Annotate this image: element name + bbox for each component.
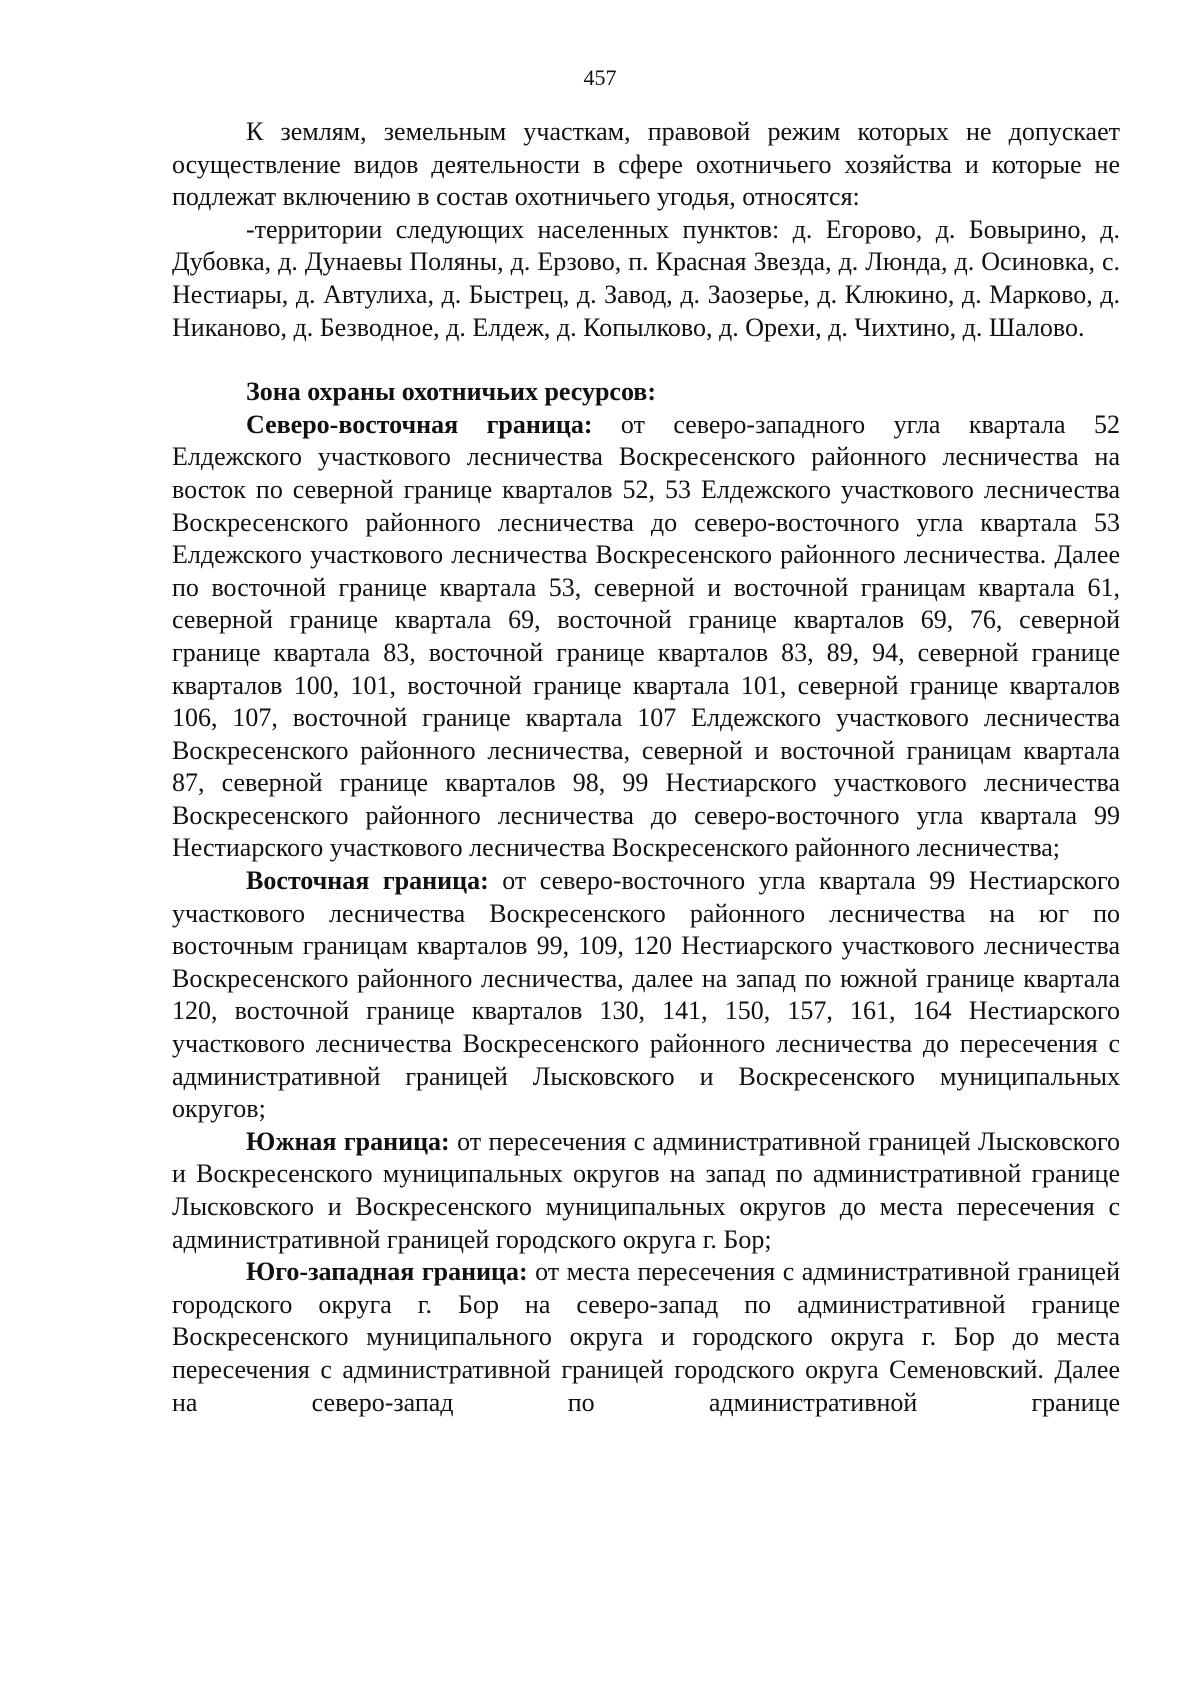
border-text: от северо-западного угла квартала 52 Елдежского участкового лесничества Воскресенского районного лесничества на восток по северной границе кварталов 52, 53 Елдежского участкового лесничества Воскресенского районного лесничества до северо-восточного угла квартала 53 Елдежского участкового лесничества Воскресенского районного лесничества. Далее по восточной границе квартала 53, северной и восточной границам квартала 61, северной границе квартала 69, восточной границе кварталов 69, 76, северной границе квартала 83, восточной границе кварталов 83, 89, 94, северной границе кварталов 100, 101, восточной границе квартала 101, северной границе кварталов 106, 107, восточной границе квартала 107 Елдежского участкового лесничества Воскресенского районного лесничества, северной и восточной границам квартала 87, северной границе кварталов 98, 99 Нестиарского участкового лесничества Воскресенского районного лесничества до северо-восточного угла квартала 99 Нестиарского участкового лесничества Воскресенского районного лесничества; bbox=[172, 409, 1121, 863]
border-text: от северо-восточного угла квартала 99 Нестиарского участкового лесничества Воскресенского районного лесничества на юг по восточным границам кварталов 99, 109, 120 Нестиарского участкового лесничества Воскресенского районного лесничества, далее на запад по южной границе квартала 120, восточной границе кварталов 130, 141, 150, 157, 161, 164 Нестиарского участкового лесничества Воскресенского районного лесничества до пересечения с административной границей Лысковского и Воскресенского муниципальных округов; bbox=[172, 866, 1120, 1124]
page-number: 457 bbox=[583, 65, 617, 90]
border-east bbox=[172, 865, 1120, 1126]
border-label: Южная граница: bbox=[246, 1126, 450, 1156]
border-label: Восточная граница: bbox=[246, 866, 489, 896]
settlements-paragraph: -территории следующих населенных пунктов: д. Егорово, д. Бовырино, д. Дубовка, д. Дунаевы Поляны, д. Ерзово, п. Красная Звезда, д. Люнда, д. Осиновка, с. Нестиары, д. Автулиха, д. Быстрец, д. Завод, д. Заозерье, д. Клюкино, д. Марково, д. Никаново, д. Безводное, д. Елдеж, д. Копылково, д. Орехи, д. Чихтино, д. Шалово. bbox=[172, 214, 1120, 342]
border-text: от места пересечения с административной границей городского округа г. Бор на северо-запад по административной границе Воскресенского муниципального округа и городского округа г. Бор до места пересечения с административной границей городского округа Семеновский. Далее на северо-запад по административной границе bbox=[172, 1257, 1120, 1417]
zone-heading: Зона охраны охотничьих ресурсов: bbox=[246, 377, 657, 407]
border-label: Северо-восточная граница: bbox=[246, 409, 593, 439]
border-label: Юго-западная граница: bbox=[246, 1257, 528, 1287]
border-north-east bbox=[172, 409, 1120, 865]
border-south-west bbox=[172, 1256, 1120, 1419]
document-body bbox=[172, 116, 1120, 1419]
border-text: от пересечения с административной границей Лысковского и Воскресенского муниципальных округов на запад по административной границе Лысковского и Воскресенского муниципальных округов до места пересечения с административной границей городского округа г. Бор; bbox=[172, 1126, 1120, 1254]
border-south bbox=[172, 1126, 1120, 1256]
intro-paragraph: К землям, земельным участкам, правовой режим которых не допускает осуществление видов деятельности в сфере охотничьего хозяйства и которые не подлежат включению в состав охотничьего угодья, относятся: bbox=[172, 117, 1120, 212]
section-gap bbox=[172, 344, 1120, 376]
